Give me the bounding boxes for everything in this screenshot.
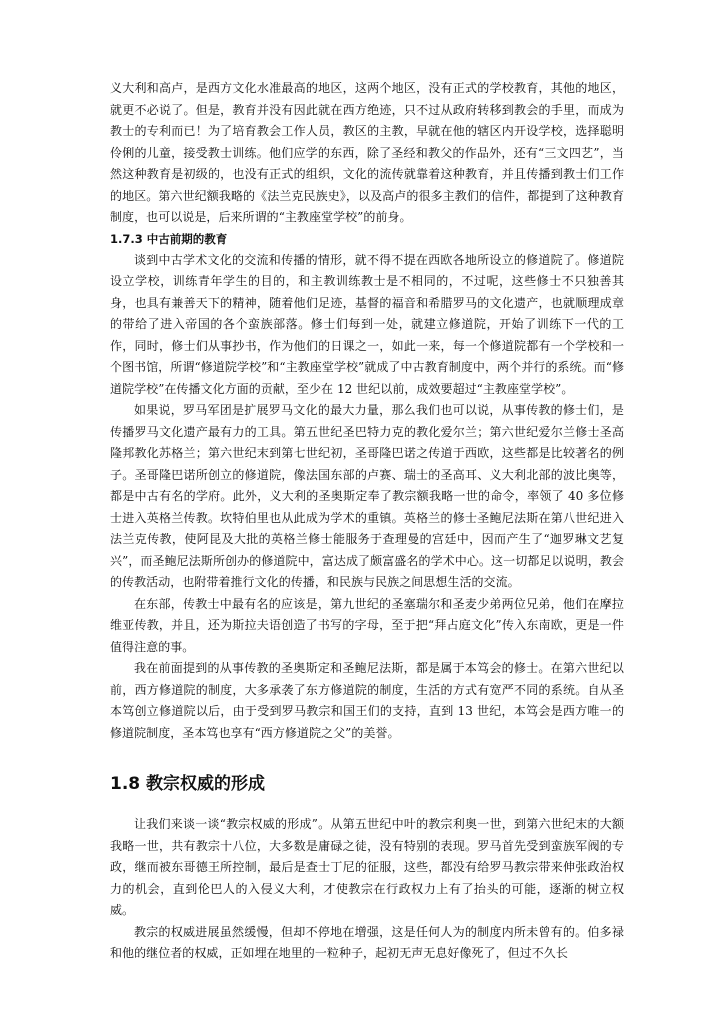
paragraph-intro: 义大利和高卢，是西方文化水准最高的地区，这两个地区，没有正式的学校教育，其他的地区，就更不必说了。但是，教育并没有因此就在西方绝迹，只不过从政府转移到教会的手里，而成为教士的专利而已！为了培育教会工作人员，教区的主教，早就在他的辖区内开设学校，选择聪明伶俐的儿童，接受教士训练。他们应学的东西，除了圣经和教父的作品外，还有“三文四艺”，当然这种教育是初级的，也没有正式的组织，文化的流传就靠着这种教育，并且传播到教士们工作的地区。第六世纪额我略的《法兰克民族史》，以及高卢的很多主教们的信件，都提到了这种教育制度，也可以说是，后来所谓的“主教座堂学校”的前身。 bbox=[110, 81, 624, 224]
paragraph-eastern-missions: 在东部，传教士中最有名的应该是，第九世纪的圣塞瑞尔和圣麦少弟两位兄弟，他们在摩拉维亚传教，并且，还为斯拉夫语创造了书写的字母，至于把“拜占庭文化”传入东南欧，更是一件值得注意的事。 bbox=[110, 596, 624, 654]
paragraph-papal-authority-growth: 教宗的权威进展虽然缓慢，但却不停地在增强，这是任何人为的制度内所未曾有的。伯多禄和他的继位者的权威，正如埋在地里的一粒种子，起初无声无息好像死了，但过不久长 bbox=[110, 924, 624, 960]
paragraph-missionary-monks: 如果说，罗马军团是扩展罗马文化的最大力量，那么我们也可以说，从事传教的修士们，是传播罗马文化遗产最有力的工具。第五世纪圣巴特力克的教化爱尔兰；第六世纪爱尔兰修士圣高隆邦教化苏格兰；第六世纪末到第七世纪初，圣哥隆巴诺之传道于西欧，这些都是比较著名的例子。圣哥隆巴诺所创立的修道院，像法国东部的卢赛、瑞士的圣高耳、义大利北部的波比奥等，都是中古有名的学府。此外，义大利的圣奥斯定奉了教宗额我略一世的命令，率领了 40 多位修士进入英格兰传教。坎特伯里也从此成为学术的重镇。英格兰的修士圣鲍尼法斯在第八世纪进入法兰克传教，使阿昆及大批的英格兰修士能服务于查理曼的宫廷中，因而产生了“迦罗琳文艺复兴”，而圣鲍尼法斯所创办的修道院中，富达成了颇富盛名的学术中心。这一切都足以说明，教会的传教活动，也附带着推行文化的传播，和民族与民族之间思想生活的交流。 bbox=[110, 403, 624, 589]
section-heading: 1.8 教宗权威的形成 bbox=[110, 774, 266, 794]
paragraph-papal-authority-intro: 让我们来谈一谈“教宗权威的形成”。从第五世纪中叶的教宗利奥一世，到第六世纪末的大额我略一世，共有教宗十八位，大多数是庸碌之徒，没有特别的表现。罗马首先受到蛮族军阀的专政，继而被东哥德王所控制，最后是查士丁尼的征服，这些，都没有给罗马教宗带来伸张政治权力的机会，直到伦巴人的入侵义大利，才使教宗在行政权力上有了抬头的可能，逐渐的树立权威。 bbox=[110, 817, 624, 917]
paragraph-monastery-schools: 谈到中古学术文化的交流和传播的情形，就不得不提在西欧各地所设立的修道院了。修道院设立学校，训练青年学生的目的，和主教训练教士是不相同的，不过呢，这些修士不只独善其身，也具有兼善天下的精神，随着他们足迹，基督的福音和希腊罗马的文化遗产，也就顺理成章的带给了进入帝国的各个蛮族部落。修士们每到一处，就建立修道院，开始了训练下一代的工作，同时，修士们从事抄书，作为他们的日课之一，如此一来，每一个修道院都有一个学校和一个图书馆，所谓“修道院学校”和“主教座堂学校”就成了中古教育制度中，两个并行的系统。而“修道院学校”在传播文化方面的贡献，至少在 12 世纪以前，成效要超过“主教座堂学校”。 bbox=[110, 252, 624, 396]
document-page bbox=[110, 78, 624, 965]
subsection-heading: 1.7.3 中古前期的教育 bbox=[110, 231, 228, 246]
paragraph-benedictine-order: 我在前面提到的从事传教的圣奥斯定和圣鲍尼法斯，都是属于本笃会的修士。在第六世纪以前，西方修道院的制度，大多承袭了东方修道院的制度，生活的方式有宽严不同的系统。自从圣本笃创立修道院以后，由于受到罗马教宗和国王们的支持，直到 13 世纪，本笃会是西方唯一的修道院制度，圣本笃也享有“西方修道院之父”的美誉。 bbox=[110, 661, 624, 740]
